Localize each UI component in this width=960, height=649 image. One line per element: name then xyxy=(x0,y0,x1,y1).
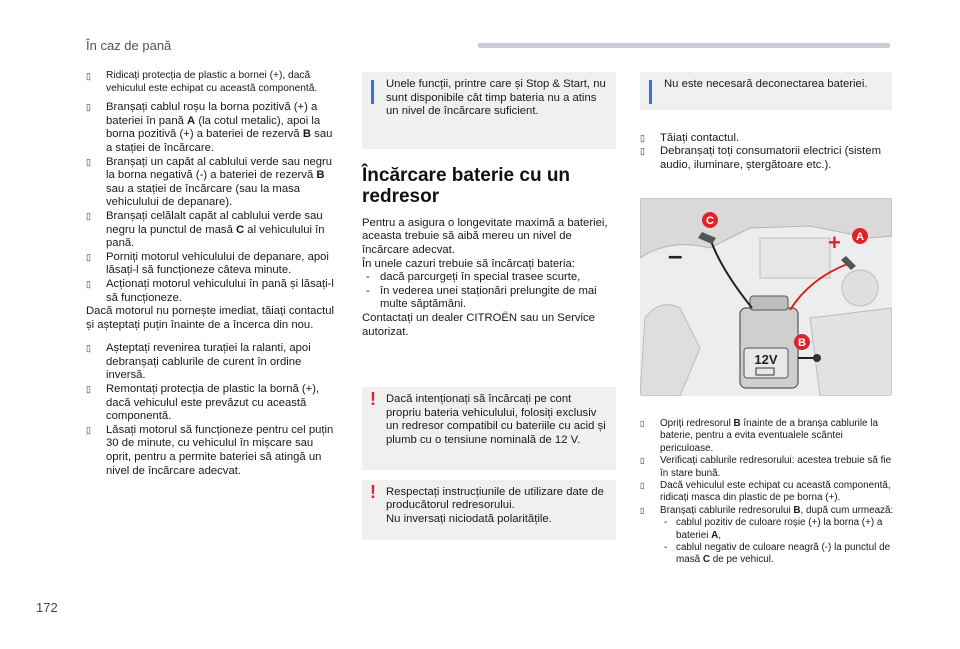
info-icon xyxy=(371,80,374,104)
section-heading: Încărcare baterie cu un redresor xyxy=(362,164,571,207)
bullet-icon: ▯ xyxy=(640,456,645,466)
voltage-label: 12V xyxy=(754,352,778,367)
bullet-icon: ▯ xyxy=(640,481,645,491)
step-disconnect-consumers: ▯ Debranșați toți consumatorii electrici (sistem audio, iluminare, ștergătoare etc.). xyxy=(640,145,881,171)
bullet-icon: ▯ xyxy=(86,210,91,221)
column-right xyxy=(640,72,892,172)
charger-steps xyxy=(640,418,898,567)
step-wait-idle: ▯ Așteptați revenirea turației la ralanti, apoi debranșați cablurile de curent în ordine inversă. xyxy=(86,342,311,382)
column-middle xyxy=(362,72,616,540)
step-run-engine: ▯ Lăsați motorul să funcționeze pentru cel puțin 30 de minute, cu vehiculul în mișcare sau oprit, pentru a permite bateriei să atingă un nivel de încărcare adecvat. xyxy=(86,423,334,477)
column-left xyxy=(86,70,340,478)
bullet-icon: ▯ xyxy=(86,278,91,289)
info-box-disconnect: Nu este necesară deconectarea bateriei. xyxy=(640,72,892,110)
bullet-icon: ▯ xyxy=(640,505,645,515)
bullet-icon: ▯ xyxy=(640,419,645,428)
info-icon xyxy=(649,80,652,104)
label-a: A xyxy=(856,231,864,243)
list-item: - cablul negativ de culoare neagră (-) la punctul de masă C de pe vehicul. xyxy=(664,542,891,566)
step-switch-off-charger: ▯ Opriți redresorul B înainte de a branșa cablurile la baterie, pentru a evita eventualele scântei periculoase. xyxy=(640,418,878,454)
paragraph-retry: Dacă motorul nu pornește imediat, tăiați contactul și așteptați puțin înainte de a încerca din nou. xyxy=(86,305,335,331)
step-ignition-off: ▯ Tăiați contactul. xyxy=(640,131,740,144)
header-bar xyxy=(478,43,890,48)
step-raise-protection: ▯ Ridicați protecția de plastic a bornei (+), dacă vehiculul este echipat cu această componentă. xyxy=(86,70,318,94)
warning-box-instructions: ! Respectați instrucțiunile de utilizare date de producătorul redresorului. Nu inversați niciodată polaritățile. xyxy=(362,480,616,541)
step-connect-ground: ▯ Branșați celălalt capăt al cablului verde sau negru la punctul de masă C al vehiculului în pană. xyxy=(86,209,325,250)
section-header: În caz de pană xyxy=(86,38,172,53)
step-connect-red-cable: ▯ Branșați cablul roșu la borna pozitivă (+) a bateriei în pană A (la cotul metalic), apoi la borna pozitivă (+) a bateriei de rezervă B sau a stației de încărcare. xyxy=(86,101,333,154)
bullet-icon: ▯ xyxy=(86,102,91,113)
step-refit-protection: ▯ Remontați protecția de plastic la bornă (+), dacă vehiculul este prevăzut cu această componentă. xyxy=(86,383,320,423)
step-connect-negative: ▯ Branșați un capăt al cablului verde sau negru la borna negativă (-) a bateriei de rezervă B sau a stației de încărcare (sau la masa vehiculului de depanare). xyxy=(86,155,333,209)
warning-icon: ! xyxy=(370,389,376,410)
step-start-vehicle: ▯ Acționați motorul vehiculului în pană și lăsați-l să funcționeze. xyxy=(86,277,334,304)
paragraph-longevity: Pentru a asigura o longevitate maximă a bateriei, aceasta trebuie să aibă mereu un nivel de încărcare adecvat. xyxy=(362,216,608,256)
bullet-icon: ▯ xyxy=(86,251,91,262)
bullet-icon: ▯ xyxy=(86,156,91,167)
label-c: C xyxy=(706,215,714,227)
paragraph-contact: Contactați un dealer CITROËN sau un Service autorizat. xyxy=(362,311,595,338)
bullet-icon: ▯ xyxy=(86,71,91,81)
charger-diagram xyxy=(640,198,892,396)
list-item: - în vederea unei staționări prelungite de mai multe săptămâni. xyxy=(366,284,597,311)
label-b: B xyxy=(798,337,806,349)
list-item: - cablul pozitiv de culoare roșie (+) la borna (+) a bateriei A, xyxy=(664,517,883,541)
paragraph-cases: În unele cazuri trebuie să încărcați bateria: xyxy=(362,257,575,270)
charger-illustration xyxy=(640,198,892,396)
minus-sign: – xyxy=(668,240,683,270)
step-raise-mask: ▯ Dacă vehiculul este echipat cu această componentă, ridicați masca din plastic de pe borna (+). xyxy=(640,480,891,504)
step-start-donor: ▯ Porniți motorul vehiculului de depanare, apoi lăsați-l să funcționeze câteva minute. xyxy=(86,250,329,277)
info-box-stop-start: Unele funcții, printre care și Stop & Start, nu sunt disponibile cât timp bateria nu a atins un nivel de încărcare suficient. xyxy=(362,72,616,149)
list-item: - dacă parcurgeți în special trasee scurte, xyxy=(366,271,581,284)
bullet-icon: ▯ xyxy=(640,146,645,157)
page-number: 172 xyxy=(36,600,58,615)
bullet-icon: ▯ xyxy=(86,424,91,435)
plus-sign: + xyxy=(828,230,841,255)
warning-box-charger: ! Dacă intenționați să încărcați pe cont propriu bateria vehiculului, folosiți exclusiv un redresor compatibil cu bateriile cu acid și plumb cu o tensiune nominală de 12 V. xyxy=(362,387,616,469)
step-check-cables: ▯ Verificați cablurile redresorului: acestea trebuie să fie în stare bună. xyxy=(640,455,892,479)
warning-icon: ! xyxy=(370,481,376,502)
bullet-icon: ▯ xyxy=(640,132,645,143)
step-connect-charger: ▯ Branșați cablurile redresorului B, după cum urmează: xyxy=(640,504,894,516)
bullet-icon: ▯ xyxy=(86,384,91,395)
bullet-icon: ▯ xyxy=(86,343,91,354)
